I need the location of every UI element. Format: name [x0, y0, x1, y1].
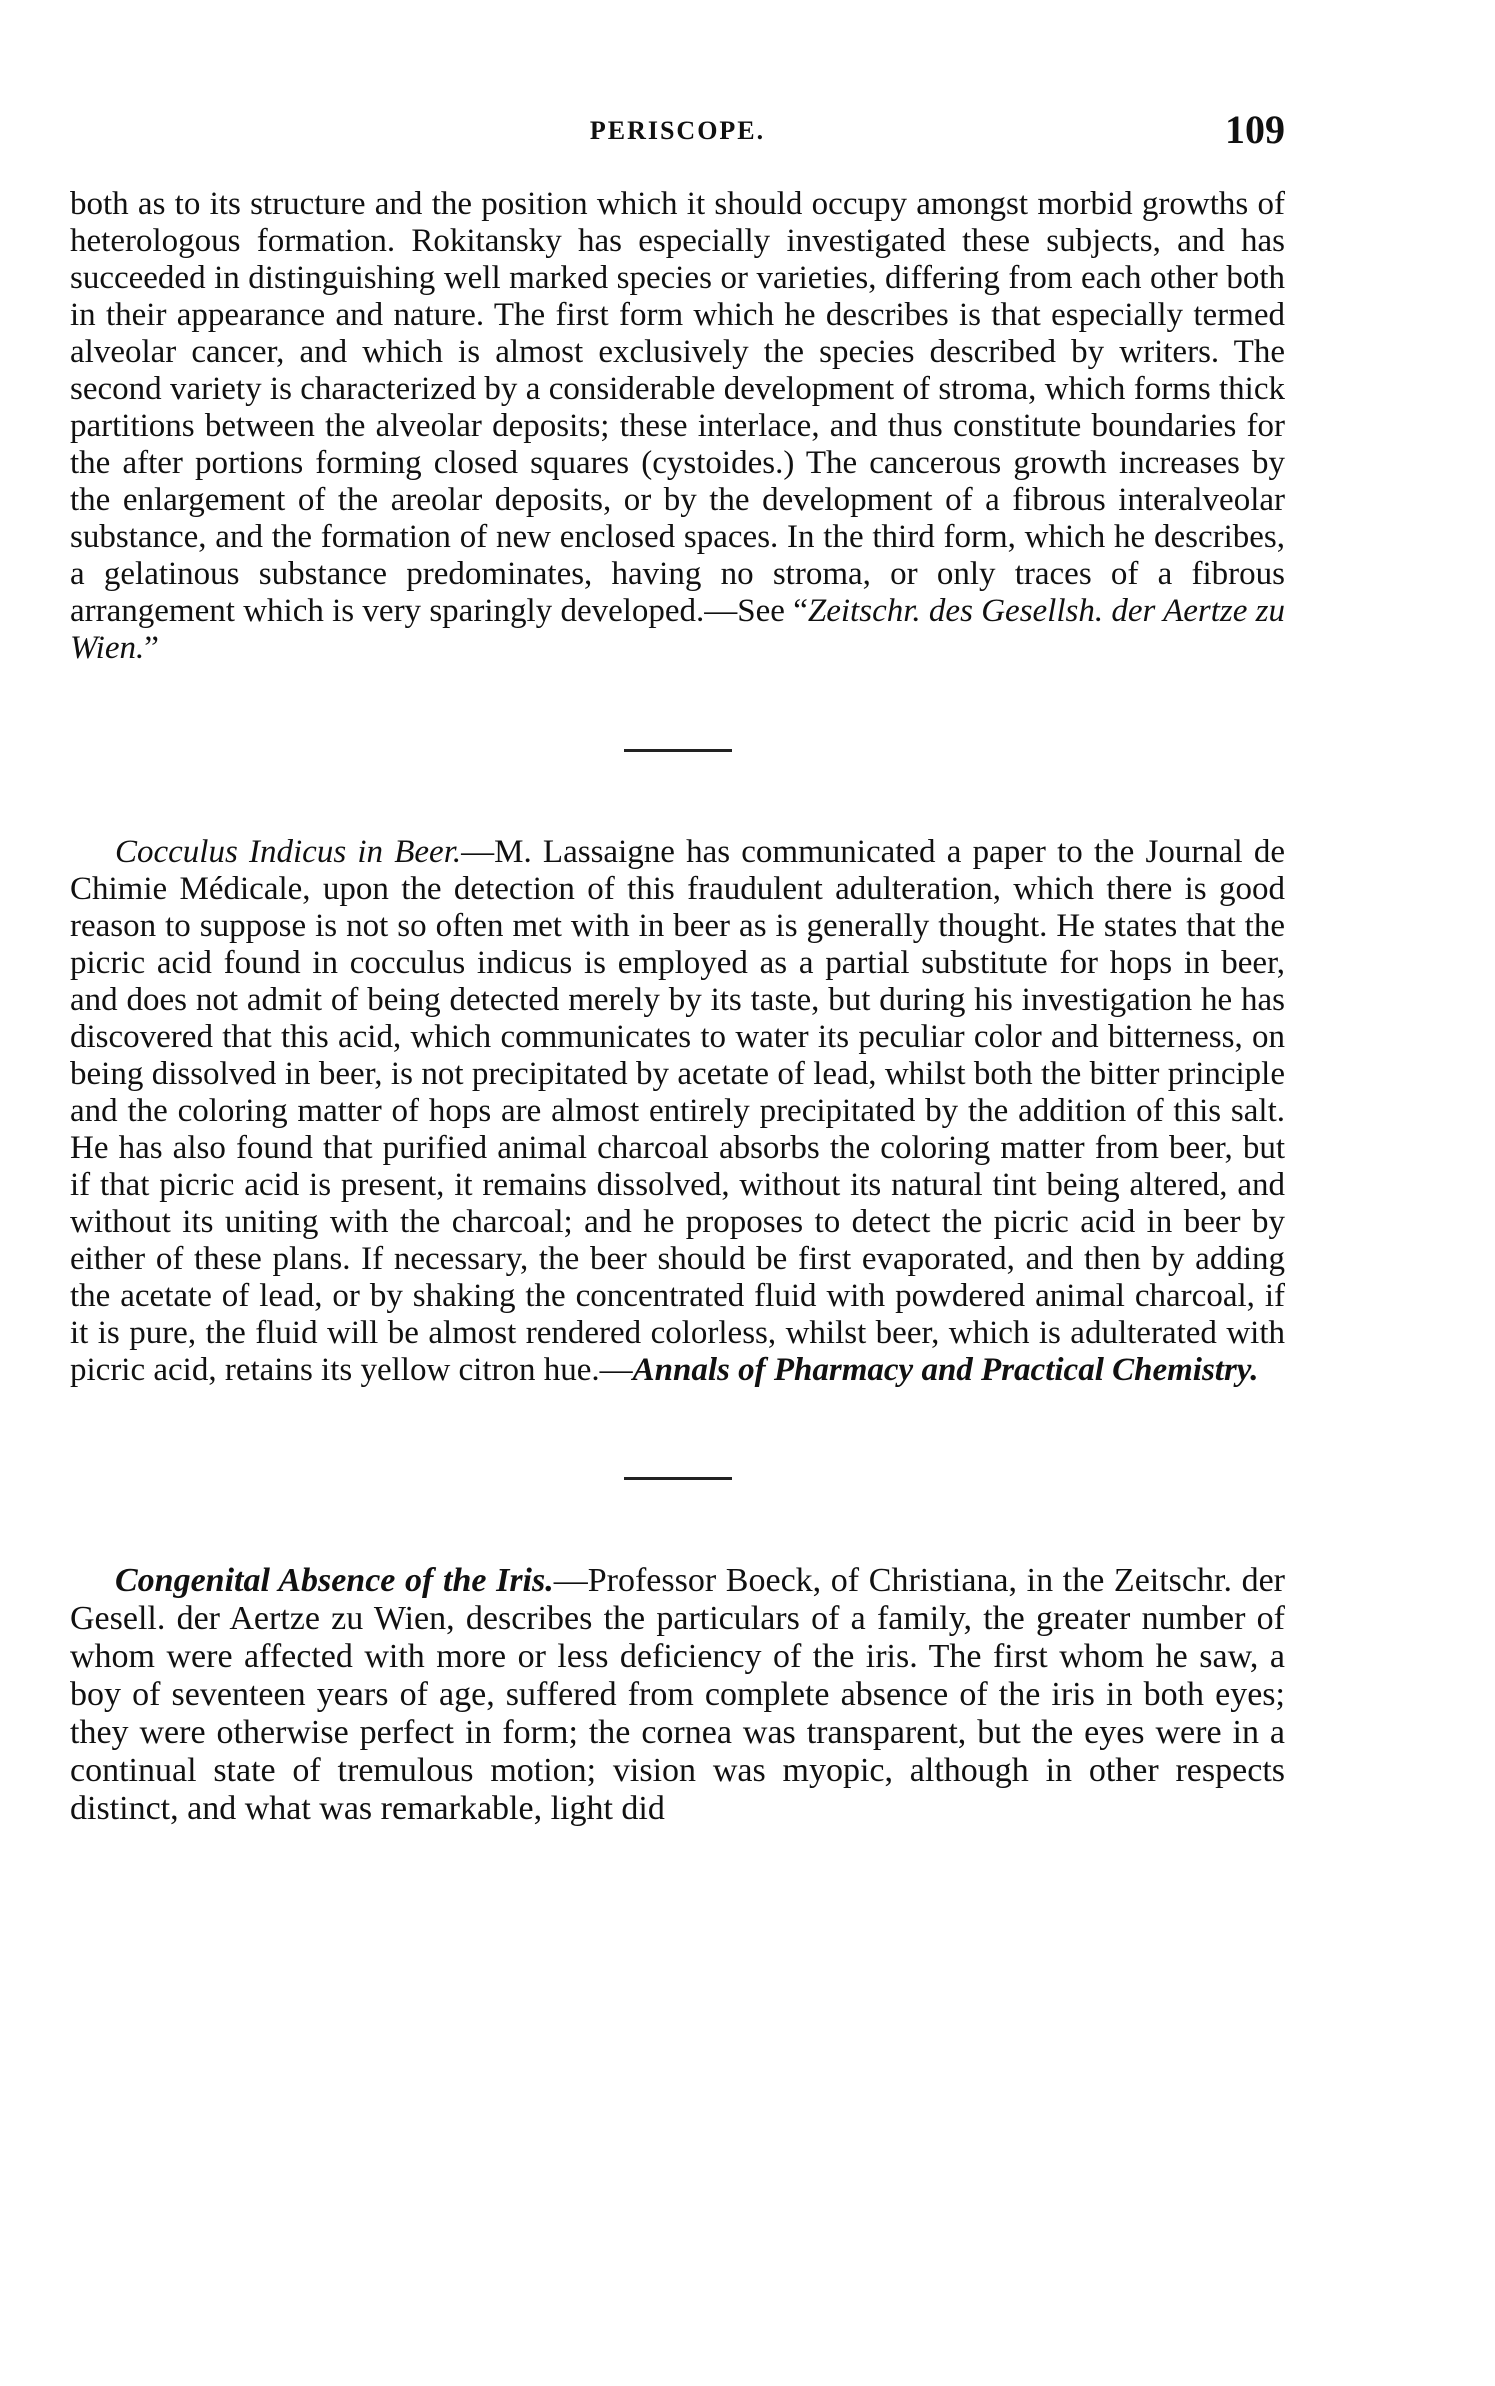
article-iris-title: Congenital Absence of the Iris.: [115, 1562, 554, 1599]
article-cocculus-indicus: [70, 834, 1285, 1389]
page-number: 109: [1225, 107, 1285, 152]
running-header: [70, 100, 1285, 170]
running-title: PERISCOPE.: [589, 116, 766, 145]
article-cancer-citation: Zeitschr. des Gesellsh. der Aertze zu Wien.: [70, 593, 1286, 666]
article-cancer-continuation: [70, 186, 1285, 667]
article-iris-text: —Professor Boeck, of Christiana, in the Zeitschr. der Gesell. der Aertze zu Wien, describes the particulars of a family, the greater number of whom were affected with more or less deficiency of the iris. The first whom he saw, a boy of seventeen years of age, suffered from complete absence of the iris in both eyes; they were otherwise perfect in form; the cornea was transparent, but the eyes were in a continual state of tremulous motion; vision was myopic, although in other respects distinct, and what was remarkable, light did: [70, 1562, 1285, 1827]
section-divider: [624, 1477, 732, 1480]
article-cocculus-text: —M. Lassaigne has communicated a paper to the Journal de Chimie Médicale, upon the detection of this fraudulent adulteration, which there is good reason to suppose is not so often met with in beer as is generally thought. He states that the picric acid found in cocculus indicus is employed as a partial substitute for hops in beer, and does not admit of being detected merely by its taste, but during his investigation he has discovered that this acid, which communicates to water its peculiar color and bitterness, on being dissolved in beer, is not precipitated by acetate of lead, whilst both the bitter principle and the coloring matter of hops are almost entirely precipitated by the addition of this salt. He has also found that purified animal charcoal absorbs the coloring matter from beer, but if that picric acid is present, it remains dissolved, without its natural tint being altered, and without its uniting with the charcoal; and he proposes to detect the picric acid in beer by either of these plans. If necessary, the beer should be first evaporated, and then by adding the acetate of lead, or by shaking the concentrated fluid with powdered animal charcoal, if it is pure, the fluid will be almost rendered colorless, whilst beer, which is adulterated with picric acid, retains its yellow citron hue.—: [70, 834, 1285, 1388]
article-cancer-closing-quote: ”: [144, 630, 159, 666]
article-cocculus-title: Cocculus Indicus in Beer.: [115, 834, 462, 870]
article-cancer-text: both as to its structure and the position which it should occupy amongst morbid growths of heterologous formation. Rokitansky has especially investigated these subjects, and has succeeded in distinguishing well marked species or varieties, differing from each other both in their appearance and nature. The first form which he describes is that especially termed alveolar cancer, and which is almost exclusively the species described by writers. The second variety is characterized by a considerable development of stroma, which forms thick partitions between the alveolar deposits; these interlace, and thus constitute boundaries for the after portions forming closed squares (cystoides.) The cancerous growth increases by the enlargement of the areolar deposits, or by the development of a fibrous interalveolar substance, and the formation of new enclosed spaces. In the third form, which he describes, a gelatinous substance predominates, having no stroma, or only traces of a fibrous arrangement which is very sparingly developed.—See “: [70, 186, 1285, 629]
section-divider: [624, 749, 732, 752]
article-cocculus-citation: Annals of Pharmacy and Practical Chemistry.: [632, 1352, 1259, 1388]
page: [70, 100, 1285, 1828]
article-congenital-absence-iris: [70, 1562, 1285, 1828]
